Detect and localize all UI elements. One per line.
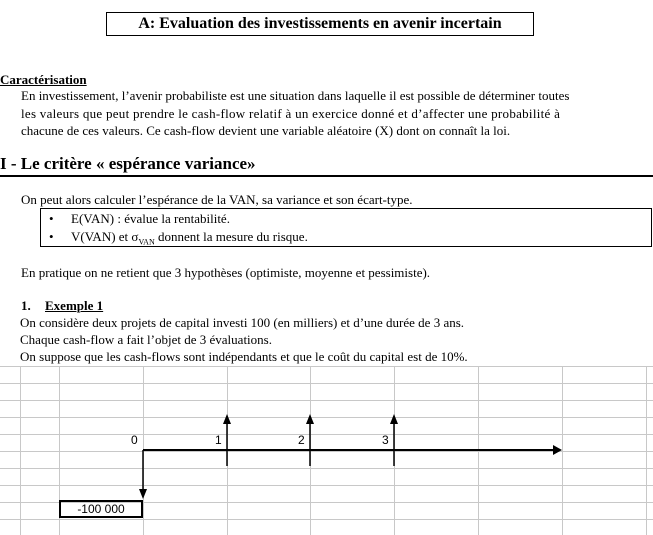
example-line-2: Chaque cash-flow a fait l’objet de 3 évaluations. [20, 332, 272, 347]
bullet-list [40, 208, 652, 247]
section-intro: On peut alors calculer l’espérance de la VAN, sa variance et son écart-type. [21, 192, 413, 207]
bullet-dot-icon: • [49, 229, 54, 244]
caracterisation-line-2: les valeurs que peut prendre le cash-flow relatif à un exercice donné et d’affecter une probabilité à [21, 106, 561, 121]
section-heading: I - Le critère « espérance variance» [0, 154, 256, 173]
inflow-arrow-1-head-icon [223, 414, 231, 424]
timeline-tick-3: 3 [382, 433, 389, 447]
bullet-text-a: V(VAN) et σ [71, 229, 139, 244]
timeline-tick-1: 1 [215, 433, 222, 447]
example-label: Exemple 1 [45, 298, 104, 313]
example-number: 1. [21, 298, 31, 313]
caracterisation-line-1: En investissement, l’avenir probabiliste est une situation dans laquelle il est possible de déterminer toutes [21, 88, 570, 103]
timeline-tick-2: 2 [298, 433, 305, 447]
section-divider [0, 175, 653, 177]
outflow-arrow-head-icon [139, 489, 147, 499]
caracterisation-heading: Caractérisation [0, 72, 87, 87]
inflow-arrow-3-head-icon [390, 414, 398, 424]
caracterisation-line-3: chacune de ces valeurs. Ce cash-flow devient une variable aléatoire (X) dont on connaît la loi. [21, 123, 511, 138]
example-heading [21, 298, 103, 314]
inflow-arrow-2-head-icon [306, 414, 314, 424]
bullet-dot-icon: • [49, 211, 54, 226]
initial-cash-flow-cell: -100 000 [59, 500, 143, 518]
bullet-item-esperance [49, 211, 230, 227]
bullet-text-b: donnent la mesure du risque. [154, 229, 308, 244]
bullet-text: E(VAN) : évalue la rentabilité. [71, 211, 230, 226]
timeline-tick-0: 0 [131, 433, 138, 447]
bullet-item-variance [49, 229, 308, 247]
time-axis-arrow-icon [553, 445, 562, 455]
example-line-3: On suppose que les cash-flows sont indépendants et que le coût du capital est de 10%. [20, 349, 468, 364]
practice-text: En pratique on ne retient que 3 hypothèses (optimiste, moyenne et pessimiste). [21, 265, 431, 280]
bullet-subscript: VAN [138, 237, 155, 247]
page-title: A: Evaluation des investissements en avenir incertain [106, 12, 534, 36]
example-line-1: On considère deux projets de capital investi 100 (en milliers) et d’une durée de 3 ans. [20, 315, 465, 330]
